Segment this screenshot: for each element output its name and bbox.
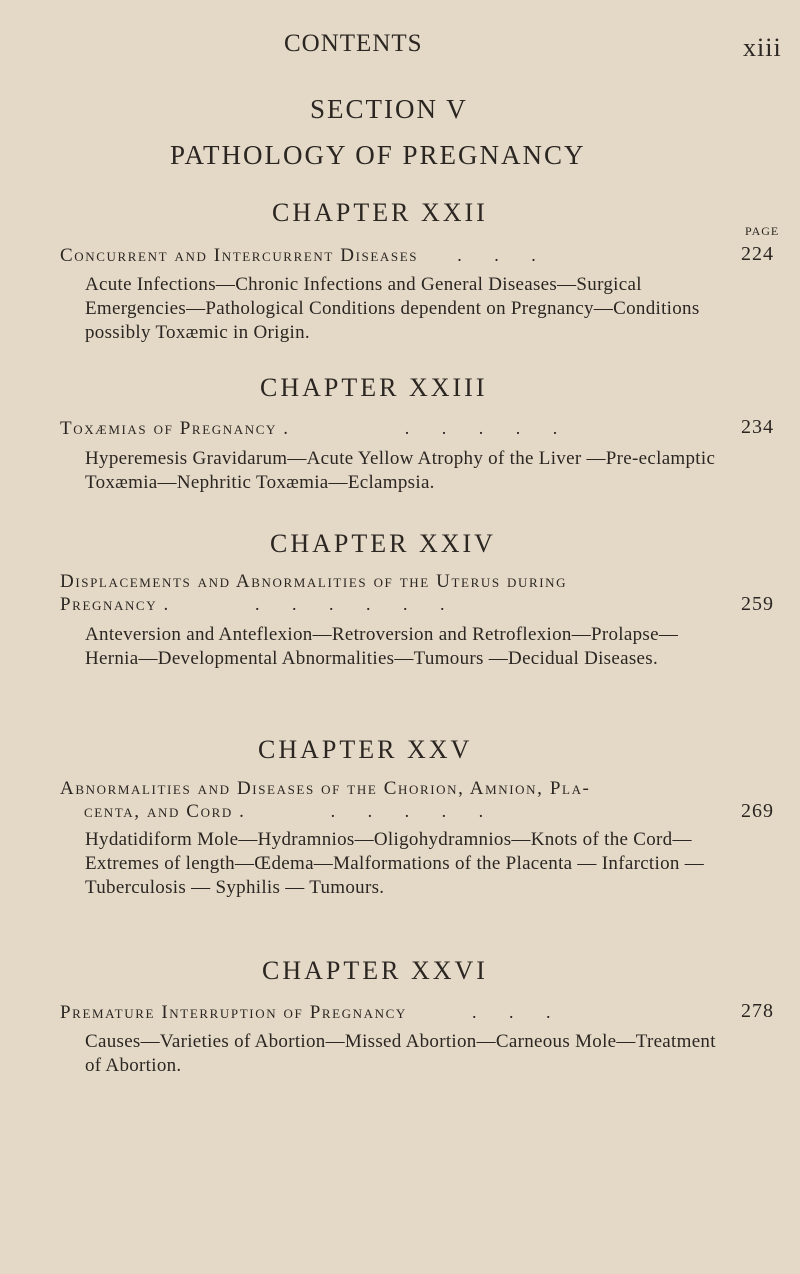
chapter-title-continued: Pregnancy . xyxy=(60,594,170,615)
section-title: PATHOLOGY OF PREGNANCY xyxy=(170,140,586,170)
chapter-entry xyxy=(60,244,720,267)
chapter-entry xyxy=(60,417,720,440)
chapter-heading: CHAPTER XXV xyxy=(258,735,473,764)
chapter-title-continued: centa, and Cord . xyxy=(84,801,246,822)
chapter-page: 269 xyxy=(741,800,774,822)
chapter-description: Hyperemesis Gravidarum—Acute Yellow Atrophy of the Liver —Pre-eclamptic Toxæmia—Nephritic Toxæmia—Eclampsia. xyxy=(85,448,716,493)
leader-dots: . . . . . xyxy=(330,801,498,821)
chapter-entry xyxy=(60,1001,720,1024)
chapter-page: 278 xyxy=(741,1000,774,1022)
chapter-page: 259 xyxy=(741,593,774,615)
chapter-title: Abnormalities and Diseases of the Chorion, Amnion, Pla- xyxy=(60,778,591,799)
leader-dots: . . . xyxy=(457,245,550,265)
chapter-heading: CHAPTER XXVI xyxy=(262,956,488,985)
page-column-label: PAGE xyxy=(745,224,780,238)
chapter-heading: CHAPTER XXIV xyxy=(270,529,496,558)
chapter-description: Acute Infections—Chronic Infections and General Diseases—Surgical Emergencies—Pathological Conditions dependent on Pregnancy—Conditions possibly Toxæmic in Origin. xyxy=(85,274,700,343)
chapter-heading: CHAPTER XXIII xyxy=(260,373,488,402)
section-label: SECTION V xyxy=(310,94,468,124)
chapter-title: Toxæmias of Pregnancy . xyxy=(60,418,290,439)
page-number: xiii xyxy=(743,33,782,62)
chapter-entry xyxy=(60,777,720,823)
chapter-entry xyxy=(60,570,720,616)
chapter-description: Anteversion and Anteflexion—Retroversion and Retroflexion—Prolapse—Hernia—Developmental Abnormalities—Tumours —Decidual Diseases. xyxy=(85,624,679,669)
running-head: CONTENTS xyxy=(284,30,423,57)
leader-dots: . . . . . . xyxy=(255,594,459,614)
chapter-page: 234 xyxy=(741,416,774,438)
chapter-description: Causes—Varieties of Abortion—Missed Abortion—Carneous Mole—Treatment of Abortion. xyxy=(85,1031,716,1076)
leader-dots: . . . xyxy=(472,1002,565,1022)
leader-dots: . . . . . xyxy=(404,418,572,438)
chapter-page: 224 xyxy=(741,243,774,265)
chapter-title: Premature Interruption of Pregnancy xyxy=(60,1002,407,1023)
chapter-title: Displacements and Abnormalities of the Uterus during xyxy=(60,571,568,592)
chapter-title: Concurrent and Intercurrent Diseases xyxy=(60,245,419,266)
chapter-heading: CHAPTER XXII xyxy=(272,198,488,227)
chapter-description: Hydatidiform Mole—Hydramnios—Oligohydramnios—Knots of the Cord—Extremes of length—Œdema—Malformations of the Placenta — Infarction — Tuberculosis — Syphilis — Tumours. xyxy=(85,829,705,898)
